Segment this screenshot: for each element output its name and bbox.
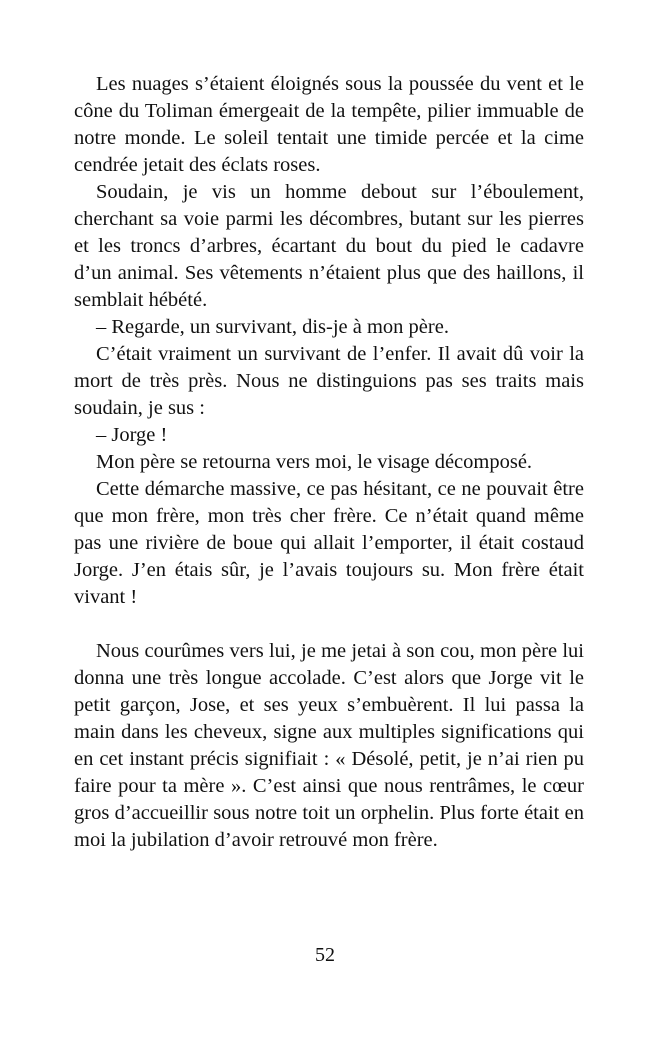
- page-number: 52: [315, 944, 335, 966]
- paragraph: Mon père se retourna vers moi, le visage décomposé.: [96, 451, 533, 473]
- book-page-body: [74, 71, 584, 854]
- paragraph: Les nuages s’étaient éloignés sous la poussée du vent et le cône du Toliman émergeait de la tempête, pilier immuable de notre monde. Le soleil tentait une timide percée et la cime cendrée jetait des éclats roses.: [74, 73, 584, 176]
- section-break: [74, 611, 584, 638]
- paragraph: Cette démarche massive, ce pas hésitant, ce ne pouvait être que mon frère, mon très cher frère. Ce n’était quand même pas une rivière de boue qui allait l’emporter, il était costaud Jorge. J’en étais sûr, je l’avais toujours su. Mon frère était vivant !: [74, 478, 584, 608]
- paragraph: C’était vraiment un survivant de l’enfer. Il avait dû voir la mort de très près. Nous ne distinguions pas ses traits mais soudain, je sus :: [74, 343, 584, 419]
- paragraph: Soudain, je vis un homme debout sur l’éboulement, cherchant sa voie parmi les décombres, butant sur les pierres et les troncs d’arbres, écartant du bout du pied le cadavre d’un animal. Ses vêtements n’étaient plus que des haillons, il semblait hébété.: [74, 181, 584, 311]
- dialogue-line: – Regarde, un survivant, dis-je à mon père.: [96, 316, 449, 338]
- dialogue-line: – Jorge !: [96, 424, 168, 446]
- paragraph: Nous courûmes vers lui, je me jetai à son cou, mon père lui donna une très longue accolade. C’est alors que Jorge vit le petit garçon, Jose, et ses yeux s’embuèrent. Il lui passa la main dans les cheveux, signe aux multiples significations qui en cet instant précis signifiait : « Désolé, petit, je n’ai rien pu faire pour ta mère ». C’est ainsi que nous rentrâmes, le cœur gros d’accueillir sous notre toit un orphelin. Plus forte était en moi la jubilation d’avoir retrouvé mon frère.: [74, 640, 584, 851]
